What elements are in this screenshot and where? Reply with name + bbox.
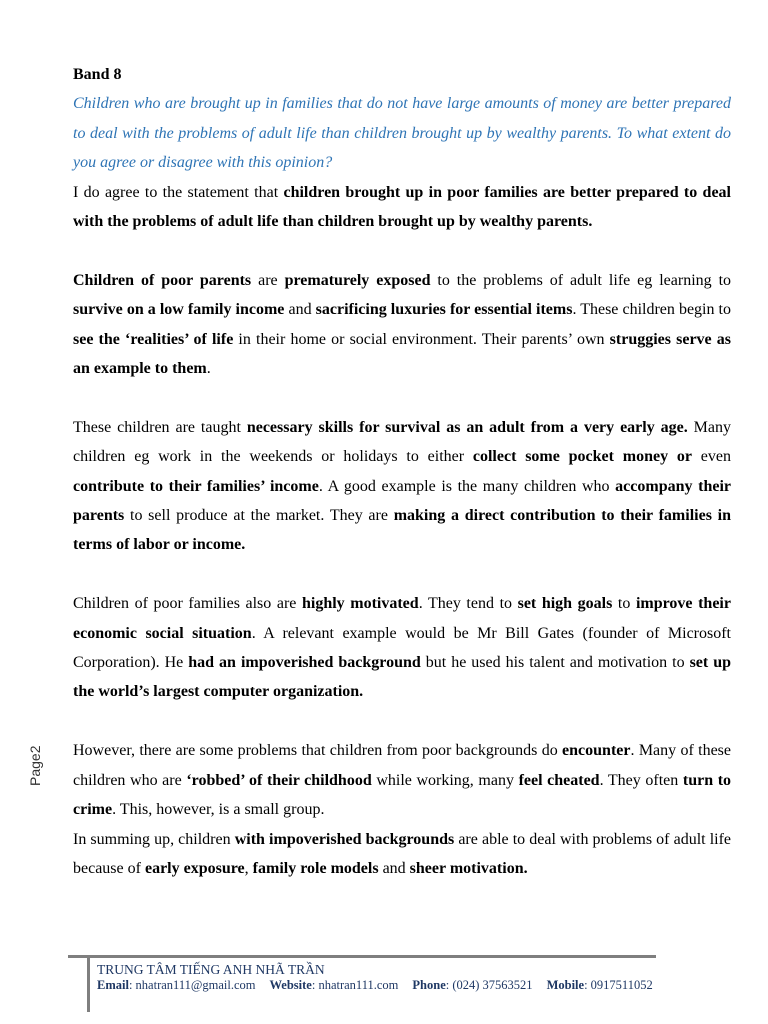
phone-label: Phone [412, 978, 446, 992]
bold-run: had an impoverished background [188, 654, 421, 672]
text-run: to [612, 595, 636, 613]
text-run: even [692, 448, 731, 466]
paragraph-body-2 [73, 413, 731, 560]
bold-run: set high goals [517, 595, 613, 613]
text-run: . A relevant example would be Mr Bill Gates (founder of Microsoft Corporation). He [73, 624, 732, 672]
bold-run: highly motivated [301, 595, 419, 613]
text-run: In summing up, children [73, 830, 235, 848]
bold-run: necessary skills for survival as an adult from a very early age. [246, 418, 688, 436]
text-run: . They tend to [418, 595, 518, 613]
footer-contacts [97, 978, 657, 992]
text-run: . This, however, is a small group. [112, 801, 325, 819]
bold-run: prematurely exposed [284, 271, 431, 289]
text-run: while working, many [371, 771, 519, 789]
text-run: However, there are some problems that children from poor backgrounds do [73, 742, 563, 760]
mobile-value: : 0917511052 [584, 978, 653, 992]
bold-run: Children of poor parents [73, 271, 252, 289]
bold-run: accompany their parents [73, 477, 731, 525]
text-run: , [244, 859, 253, 877]
text-run: These children are taught [73, 418, 247, 436]
bold-run: struggies serve as an example to them [73, 330, 731, 378]
text-run: . Many of these children who are [73, 742, 731, 789]
website-value: : nhatran111.com [311, 978, 399, 992]
paragraph-body-1 [73, 266, 731, 384]
text-run: . [206, 360, 211, 378]
bold-run: early exposure [144, 859, 245, 877]
bold-run: feel cheated [518, 771, 600, 789]
essay-body [73, 60, 731, 883]
paragraph-body-3 [73, 589, 731, 707]
text-run: and [284, 301, 316, 319]
text-run: . They often [599, 771, 683, 789]
text-run: in their home or social environment. Their parents’ own [233, 330, 610, 348]
bold-run: family role models [252, 859, 379, 877]
paragraph-conclusion [73, 825, 731, 884]
footer-rule-horizontal [68, 955, 656, 958]
text-run: . These children begin to [572, 301, 732, 319]
bold-run: ‘robbed’ of their childhood [186, 771, 372, 789]
text-run: Children of poor families also are [73, 595, 302, 613]
bold-run: making a direct contribution to their families in terms of labor or income. [73, 507, 731, 554]
paragraph-counterpoint [73, 736, 731, 824]
text-run: I do agree to the statement that [73, 183, 284, 201]
bold-run: sacrificing luxuries for essential items [315, 301, 573, 319]
bold-run: encounter [562, 742, 631, 760]
paragraph-intro [73, 178, 731, 237]
footer-center-name: TRUNG TÂM TIẾNG ANH NHÃ TRẦN [97, 962, 325, 977]
text-run: Many children eg work in the weekends or holidays to either [73, 418, 731, 466]
bold-run: sheer motivation. [409, 859, 528, 877]
text-run: . A good example is the many children who [318, 477, 616, 495]
text-run: are able to deal with problems of adult life because of [73, 830, 732, 877]
page-number-label: Page2 [27, 745, 43, 786]
text-run: and [378, 859, 410, 877]
mobile-label: Mobile [546, 978, 585, 992]
phone-value: : (024) 37563521 [445, 978, 533, 992]
website-label: Website [269, 978, 312, 992]
text-run: are [251, 271, 285, 289]
email-value: : nhatran111@gmail.com [128, 978, 256, 992]
bold-run: children brought up in poor families are better prepared to deal with the problems of adult life than children brought up by wealthy parents. [73, 183, 732, 231]
bold-run: with impoverished backgrounds [234, 830, 455, 848]
bold-run: improve their economic social situation [73, 595, 731, 642]
bold-run: survive on a low family income [73, 301, 285, 319]
bold-run: collect some pocket money or [472, 448, 692, 466]
bold-run: turn to crime [73, 771, 732, 819]
essay-prompt: Children who are brought up in families that do not have large amounts of money are better prepared to deal with the problems of adult life than children brought up by wealthy parents. To what extent do you agree or disagree with this opinion? [73, 95, 731, 172]
bold-run: see the ‘realities’ of life [73, 330, 234, 348]
band-heading: Band 8 [73, 66, 122, 83]
footer-rule-vertical [87, 955, 90, 1012]
email-label: Email [97, 978, 129, 992]
text-run: to the problems of adult life eg learning to [430, 271, 732, 289]
text-run: but he used his talent and motivation to [420, 654, 690, 672]
bold-run: set up the world’s largest computer organization. [73, 654, 732, 701]
text-run: to sell produce at the market. They are [124, 507, 394, 525]
bold-run: contribute to their families’ income [73, 477, 319, 495]
page-footer [97, 962, 657, 992]
